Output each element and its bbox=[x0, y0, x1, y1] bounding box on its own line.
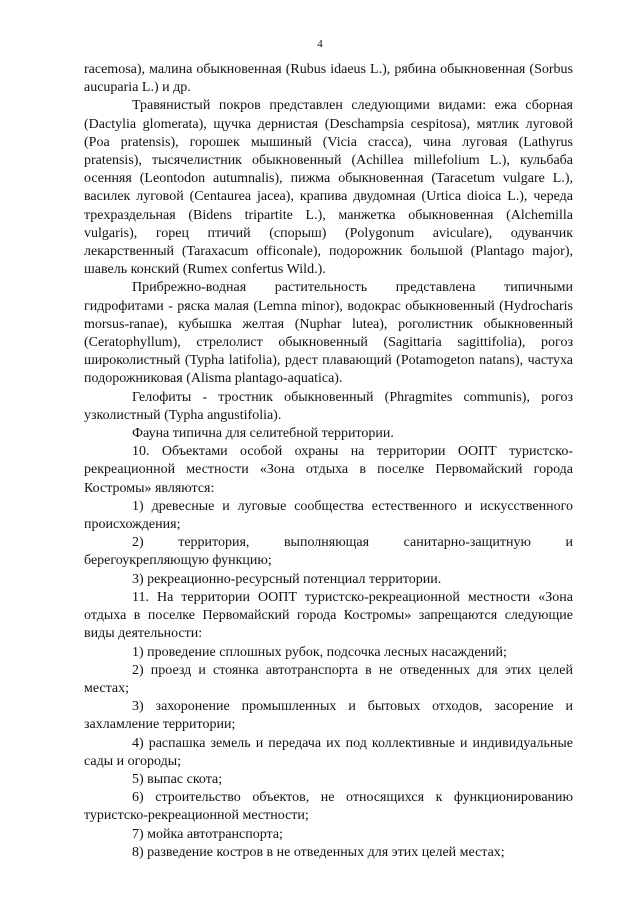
paragraph: 11. На территории ООПТ туристско-рекреационной местности «Зона отдыха в поселке Первомайский города Костромы» запрещаются следующие виды деятельности: bbox=[84, 589, 573, 642]
paragraph: 3) захоронение промышленных и бытовых отходов, засорение и захламление территории; bbox=[84, 699, 573, 733]
paragraph: 6) строительство объектов, не относящихся к функционированию туристско-рекреационной местности; bbox=[84, 790, 573, 824]
body-text bbox=[84, 61, 573, 862]
paragraph: racemosa), малина обыкновенная (Rubus idaeus L.), рябина обыкновенная (Sorbus aucuparia L.) и др. bbox=[84, 62, 573, 96]
page-number: 4 bbox=[317, 38, 323, 50]
paragraph: Травянистый покров представлен следующими видами: ежа сборная (Dactylia glomerata), щучка дернистая (Deschampsia cespitosa), мятлик луговой (Poa pratensis), горошек мышиный (Vicia cracca), чина луговая (Lathyrus pratensis), тысячелистник обыкновенный (Achillea millefolium L.), кульбаба осенняя (Leontodon autumnalis), пижма обыкновенная (Taracetum vulgare L.), василек луговой (Centaurea jacea), крапива двудомная (Urtica dioica L.), череда трехраздельная (Bidens tripartite L.), манжетка обыкновенная (Alchemilla vulgaris), горец птичий (спорыш) (Polygonum aviculare), одуванчик лекарственный (Taraxacum officonale), подорожник большой (Plantago major), шавель конский (Rumex confertus Wild.). bbox=[84, 98, 573, 278]
paragraph: 10. Объектами особой охраны на территории ООПТ туристско-рекреационной местности «Зона отдыха в поселке Первомайский города Костромы» являются: bbox=[84, 444, 573, 496]
paragraph: Фауна типична для селитебной территории. bbox=[132, 426, 394, 442]
paragraph: 4) распашка земель и передача их под коллективные и индивидуальные сады и огороды; bbox=[84, 735, 573, 769]
paragraph: 1) древесные и луговые сообщества естественного и искусственного происхождения; bbox=[84, 498, 573, 533]
paragraph: Гелофиты - тростник обыкновенный (Phragmites communis), рогоз узколистный (Typha angustifolia). bbox=[84, 389, 573, 423]
paragraph: 2) проезд и стоянка автотранспорта в не отведенных для этих целей местах; bbox=[84, 662, 573, 696]
paragraph: Прибрежно-водная растительность представлена типичными гидрофитами - ряска малая (Lemna minor), водокрас обыкновенный (Hydrocharis morsus-ranae), кубышка желтая (Nuphar lutea), роголистник обыкновенный (Ceratophyllum), стрелолист обыкновенный (Sagittaria sagittifolia), рогоз широколистный (Typha latifolia), рдест плавающий (Potamogeton natans), частуха подорожниковая (Alisma plantago-aquatica). bbox=[84, 280, 573, 387]
paragraph: 7) мойка автотранспорта; bbox=[132, 826, 283, 842]
paragraph: 5) выпас скота; bbox=[132, 771, 223, 787]
paragraph: 3) рекреационно-ресурсный потенциал территории. bbox=[132, 571, 442, 587]
paragraph: 1) проведение сплошных рубок, подсочка лесных насаждений; bbox=[132, 644, 507, 660]
paragraph: 8) разведение костров в не отведенных для этих целей местах; bbox=[132, 844, 505, 860]
paragraph: 2) территория, выполняющая санитарно-защитную и берегоукрепляющую функцию; bbox=[84, 535, 573, 569]
